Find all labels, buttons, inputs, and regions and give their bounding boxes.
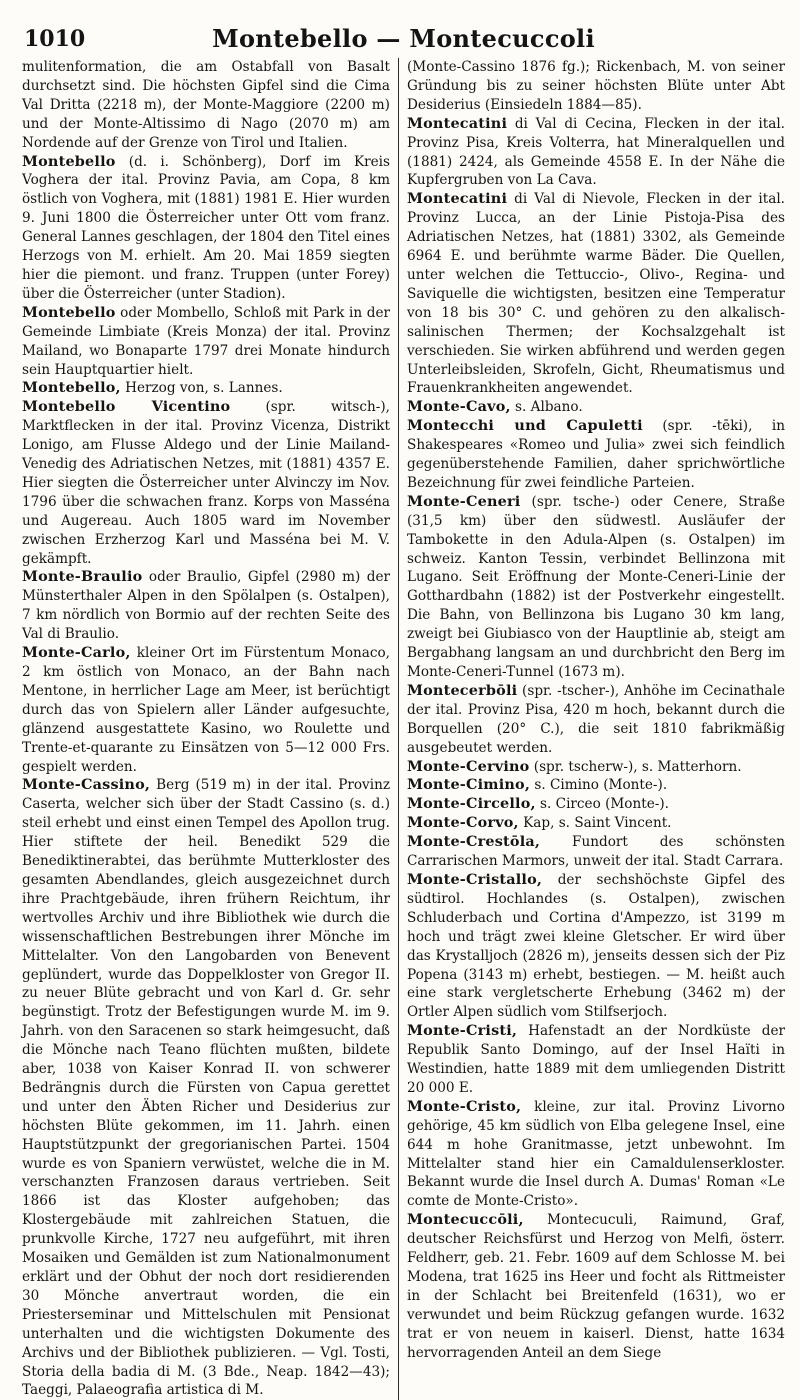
- dictionary-entry: [407, 1022, 785, 1098]
- entry-text: Hafenstadt an der Nordküste der Republik Santo Domingo, auf der Insel Haïti in Westindien, hatte 1889 mit dem umliegenden Distritt 20 000 E.: [407, 1023, 785, 1096]
- page-header: [22, 0, 785, 58]
- entry-headword: Montebello: [22, 303, 116, 321]
- dictionary-entry: [407, 833, 785, 871]
- entry-text: (spr. tsche-) oder Cenere, Straße (31,5 km) über den südwestl. Ausläufer der Tambokette in den Adula-Alpen (s. Ostalpen) im schweiz. Kanton Tessin, verbindet Bellinzona mit Lugano. Seit Eröffnung der Monte-Ceneri-Linie der Gotthardbahn (1882) ist der Postverkehr eingestellt. Die Bahn, von Bellinzona bis Lugano 30 km lang, zweigt bei Giubiasco von der Hauptlinie ab, steigt am Bergabhang langsam an und durchbricht den Berg im Monte-Ceneri-Tunnel (1673 m).: [407, 493, 785, 680]
- dictionary-entry: [407, 1098, 785, 1211]
- dictionary-entry: [407, 871, 785, 1022]
- entry-text: (spr. -tēki), in Shakespeares «Romeo und Julia» zwei sich feindlich gegenüberstehende Familien, daher sprichwörtliche Bezeichnung für zwei feindliche Parteien.: [407, 418, 786, 491]
- left-column: [22, 58, 398, 1400]
- dictionary-entry: [407, 417, 785, 493]
- entry-text: di Val di Nievole, Flecken in der ital. Provinz Lucca, an der Linie Pistoja-Pisa des Adriatischen Netzes, hat (1881) 3302, als Gemeinde 6964 E. und berühmte warme Bäder. Die Quellen, unter welchen die Tettuccio-, Olivo-, Regina- und Saviquelle die wichtigsten, besitzen eine Temperatur von 18 bis 30° C. und gehören zu den alkalisch-salinischen Thermen; der Kochsalzgehalt ist verschieden. Sie wirken abführend und werden gegen Unterleibsleiden, Skrofeln, Gicht, Rheumatismus und Frauenkrankheiten angewendet.: [407, 191, 785, 397]
- dictionary-entry: [407, 58, 785, 115]
- dictionary-entry: [407, 758, 785, 777]
- entry-headword: Montebello,: [22, 379, 121, 397]
- entry-headword: Monte-Carlo,: [22, 644, 131, 662]
- dictionary-entry: [407, 493, 785, 682]
- entry-text: di Val di Cecina, Flecken in der ital. Provinz Pisa, Kreis Volterra, hat Mineralquellen und (1881) 2424, als Gemeinde 4558 E. In der Nähe die Kupfergruben von La Cava.: [407, 115, 785, 189]
- entry-headword: Monte-Cimino,: [407, 776, 531, 794]
- entry-text: (spr. witsch-), Marktflecken in der ital. Provinz Vicenza, Distrikt Lonigo, am Flusse Aldego und der Linie Mailand-Venedig des Adriatischen Netzes, mit (1881) 4357 E. Hier siegten die Österreicher unter Alvinczy im Nov. 1796 über die schwachen franz. Korps von Masséna und Augereau. Auch 1805 ward im November zwischen Erzherzog Karl und Masséna bei M. V. gekämpft.: [22, 399, 390, 567]
- dictionary-entry: [407, 795, 785, 814]
- entry-headword: Monte-Circello,: [407, 795, 536, 813]
- entry-headword: Monte-Braulio: [22, 568, 143, 586]
- entry-headword: Monte-Cristo,: [407, 1097, 522, 1115]
- page-number: 1010: [24, 26, 86, 52]
- entry-text: kleiner Ort im Fürstentum Monaco, 2 km östlich von Monaco, an der Bahn nach Mentone, in herrlicher Lage am Meer, ist berüchtigt durch das von Spielern aller Länder aufgesuchte, glänzend ausgestattete Kasino, wo Roulette und Trente-et-quarante zu Einsätzen von 5—12 000 Frs. gespielt werden.: [22, 645, 390, 775]
- dictionary-entry: [22, 379, 390, 398]
- entry-text: mulitenformation, die am Ostabfall von Basalt durchsetzt sind. Die höchsten Gipfel sind die Cima Val Dritta (2218 m), der Monte-Maggiore (2200 m) und der Monte-Altissimo di Nago (2070 m) am Nordende auf der Grenze von Tirol und Italien.: [22, 59, 390, 151]
- entry-text: s. Albano.: [510, 399, 583, 416]
- entry-headword: Monte-Cervino: [407, 757, 530, 775]
- entry-headword: Montecerbōli: [407, 681, 518, 699]
- entry-text: Herzog von, s. Lannes.: [120, 380, 283, 397]
- dictionary-entry: [407, 115, 785, 191]
- entry-headword: Montebello: [22, 152, 116, 170]
- entry-text: Fundort des schönsten Carrarischen Marmors, unweit der ital. Stadt Carrara.: [407, 834, 785, 870]
- text-columns: [22, 58, 785, 1400]
- entry-text: Berg (519 m) in der ital. Provinz Caserta, welcher sich über der Stadt Cassino (s. d.) steil erhebt und einst einen Tempel des Apollon trug. Hier stiftete der heil. Benedikt 529 die Benediktinerabtei, das berühmte Mutterkloster des gesamten Abendlandes, gleich ausgezeichnet durch ihre Prachtgebäude, ihren frühern Reichtum, ihr wertvolles Archiv und ihre Bibliothek wie durch die wissenschaftlichen Bestrebungen ihrer Mönche im Mittelalter. Von den Langobarden von Benevent geplündert, wurde das Doppelkloster von Gregor II. zu neuer Blüte gebracht und von Karl d. Gr. sehr begünstigt. Trotz der Befestigungen wurde M. im 9. Jahrh. von den Saracenen so stark heimgesucht, daß die Mönche nach Teano flüchten mußten, bildete aber, 1038 von Kaiser Konrad II. von schwerer Bedrängnis durch die Fürsten von Capua gerettet und unter den Äbten Richer und Desiderius zur höchsten Blüte gekommen, im 11. Jahrh. einen Hauptstützpunkt der gregorianischen Partei. 1504 wurde es von Spaniern verwüstet, welche die in M. verschanzten Franzosen daraus vertrieben. Seit 1866 ist das Kloster aufgehoben; das Klostergebäude mit zahlreichen Statuen, die prunkvolle Kirche, 1727 neu aufgeführt, mit ihren Mosaiken und Gemälden ist zum Nationalmonument erklärt und der Obhut der noch dort residierenden 30 Mönche anvertraut worden, die ein Priesterseminar und Mittelschulen mit Pensionat unterhalten und die wichtigsten Dokumente des Archivs und der Bibliothek publizieren. — Vgl. Tosti, Storia della badia di M. (3 Bde., Neap. 1842—43); Taeggi, Palaeografia artistica di M.: [22, 777, 390, 1399]
- entry-text: Montecuculi, Raimund, Graf, deutscher Reichsfürst und Herzog von Melfi, österr. Feldherr, geb. 21. Febr. 1609 auf dem Schlosse M. bei Modena, trat 1625 ins Heer und focht als Rittmeister in der Schlacht bei Breitenfeld (1631), wo er verwundet und beim Rückzug gefangen wurde. 1632 trat er von neuem in kaiserl. Dienst, hatte 1634 hervorragenden Anteil an dem Siege: [407, 1212, 785, 1361]
- entry-headword: Monte-Cristallo,: [407, 870, 543, 888]
- entry-headword: Monte-Cristi,: [407, 1022, 518, 1040]
- entry-text: oder Braulio, Gipfel (2980 m) der Münsterthaler Alpen in den Spölalpen (s. Ostalpen), 7 km nördlich von Bormio auf der rechten Seite des Val di Braulio.: [22, 569, 390, 643]
- dictionary-entry: [407, 190, 785, 398]
- entry-headword: Monte-Cavo,: [407, 398, 511, 416]
- entry-text: der sechshöchste Gipfel des südtirol. Hochlandes (s. Ostalpen), zwischen Schluderbach und Cortina d'Ampezzo, ist 3199 m hoch und trägt zwei kleine Gletscher. Er wird über das Krystalljoch (2826 m), jenseits dessen sich der Piz Popena (3143 m) erhebt, bestiegen. — M. heißt auch eine stark vergletscherte Erhebung (3462 m) der Ortler Alpen südlich vom Stilfserjoch.: [407, 871, 785, 1021]
- dictionary-entry: [22, 304, 390, 380]
- entry-text: s. Cimino (Monte-).: [530, 777, 668, 794]
- dictionary-entry: [22, 398, 390, 568]
- entry-text: (Monte-Cassino 1876 fg.); Rickenbach, M. von seiner Gründung bis zu seiner höchsten Blüte unter Abt Desiderius (Einsiedeln 1884—85).: [407, 59, 785, 113]
- entry-headword: Montecatini: [407, 114, 508, 132]
- dictionary-entry: [407, 398, 785, 417]
- dictionary-entry: [22, 58, 390, 153]
- entry-text: (d. i. Schönberg), Dorf im Kreis Voghera der ital. Provinz Pavia, am Copa, 8 km östlich von Voghera, mit (1881) 1981 E. Hier wurden 9. Juni 1800 die Österreicher unter Ott vom franz. General Lannes geschlagen, der 1804 den Titel eines Herzogs von M. erhielt. Am 20. Mai 1859 siegten hier die piemont. und franz. Truppen (unter Forey) über die Österreicher (unter Stadion).: [22, 153, 390, 302]
- dictionary-entry: [407, 776, 785, 795]
- dictionary-entry: [22, 153, 390, 304]
- entry-headword: Montecchi und Capuletti: [407, 417, 643, 435]
- entry-text: kleine, zur ital. Provinz Livorno gehörige, 45 km südlich von Elba gelegene Insel, eine 644 m hohe Granitmasse, jetzt unbewohnt. Im Mittelalter stand hier ein Camaldulenserkloster. Bekannt wurde die Insel durch A. Dumas' Roman «Le comte de Monte-Cristo».: [407, 1098, 785, 1210]
- entry-headword: Monte-Ceneri: [407, 492, 521, 510]
- entry-headword: Monte-Corvo,: [407, 814, 519, 832]
- dictionary-entry: [407, 814, 785, 833]
- entry-headword: Monte-Cassino,: [22, 776, 151, 794]
- entry-text: oder Mombello, Schloß mit Park in der Gemeinde Limbiate (Kreis Monza) der ital. Provinz Mailand, wo Bonaparte 1797 drei Monate hindurch sein Hauptquartier hielt.: [22, 304, 390, 378]
- dictionary-entry: [22, 776, 390, 1400]
- entry-headword: Montecatini: [407, 190, 508, 208]
- entry-text: Kap, s. Saint Vincent.: [518, 815, 672, 832]
- dictionary-entry: [407, 682, 785, 758]
- right-column: [398, 58, 785, 1400]
- entry-text: (spr. tscherw-), s. Matterhorn.: [529, 758, 742, 775]
- entry-headword: Monte-Crestōla,: [407, 833, 541, 851]
- running-title: Montebello — Montecuccoli: [212, 24, 595, 53]
- entry-headword: Montebello Vicentino: [22, 398, 231, 416]
- dictionary-entry: [407, 1211, 785, 1362]
- entry-text: (spr. -tscher-), Anhöhe im Cecinathale der ital. Provinz Pisa, 420 m hoch, bekannt durch die Borquellen (20° C.), die seit 1810 fabrikmäßig ausgebeutet werden.: [407, 682, 785, 756]
- entry-headword: Montecuccōli,: [407, 1211, 524, 1229]
- dictionary-entry: [22, 568, 390, 644]
- dictionary-entry: [22, 644, 390, 776]
- entry-text: s. Circeo (Monte-).: [535, 796, 669, 813]
